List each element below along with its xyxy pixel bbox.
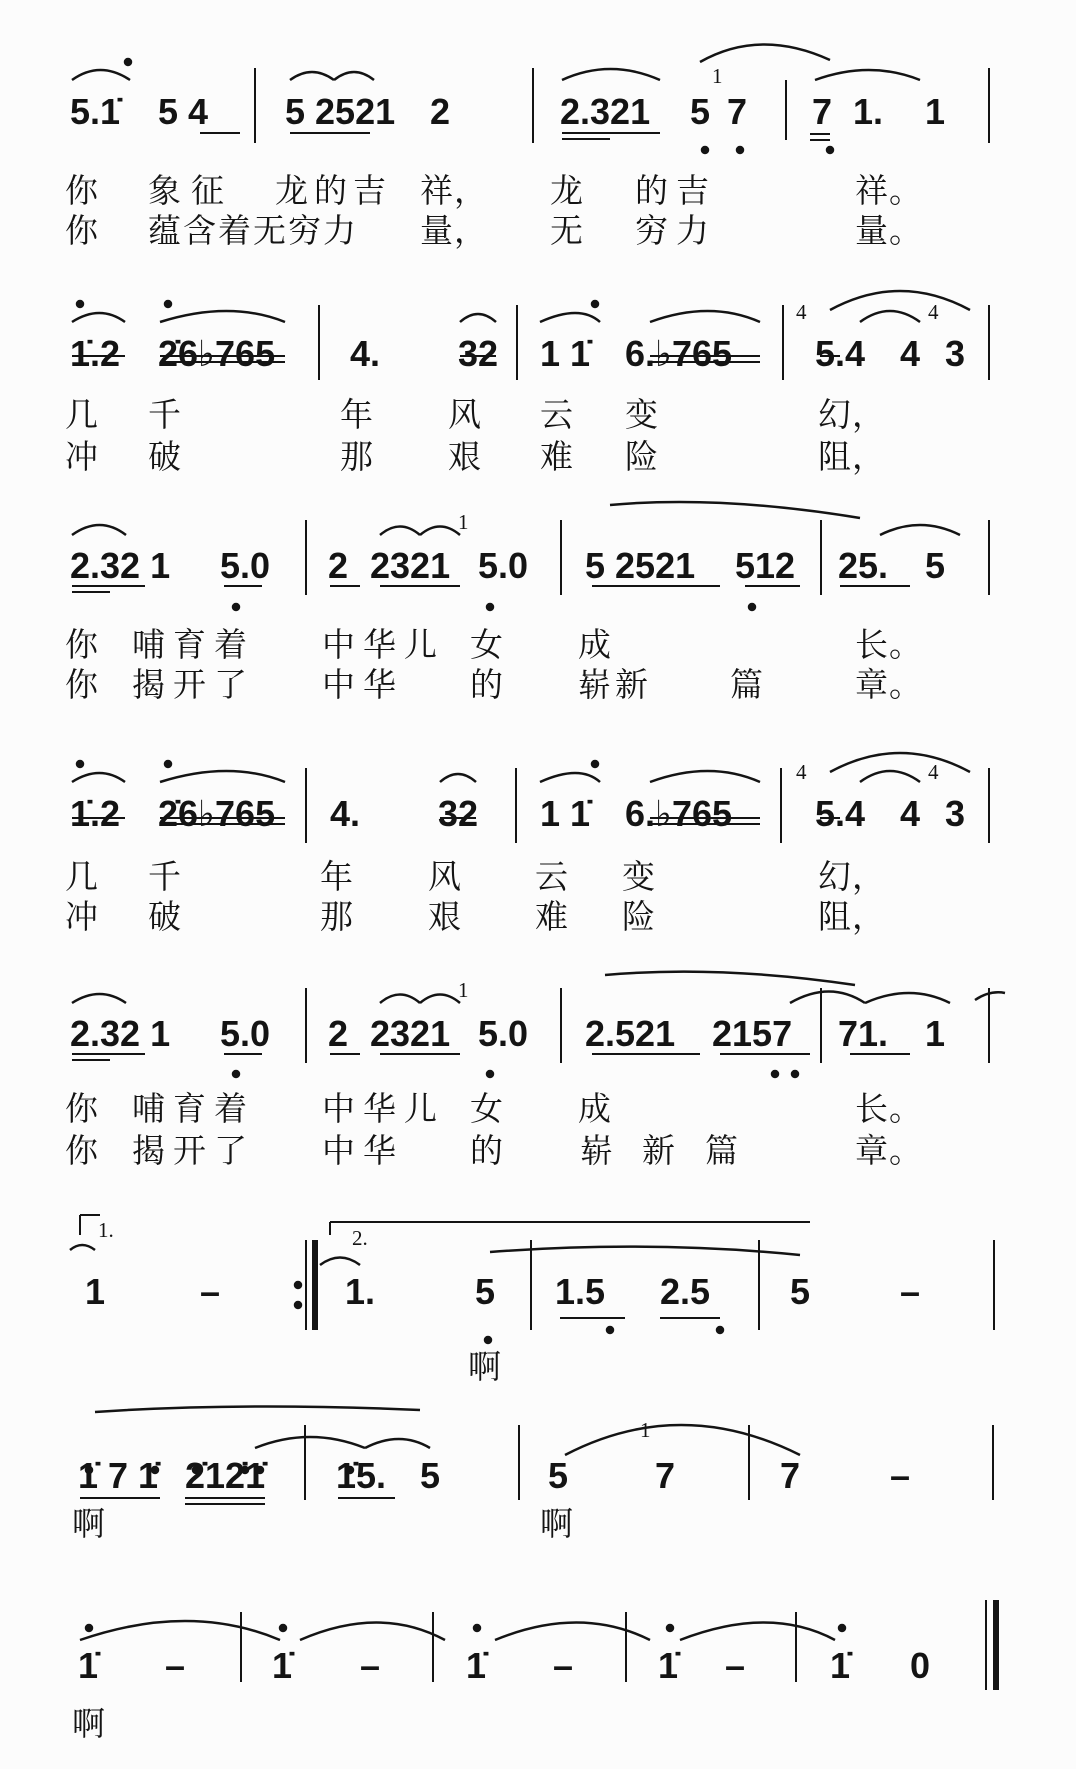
lyric: 冲 <box>65 897 99 936</box>
note: 7 <box>655 1455 676 1496</box>
lyric: 你 <box>65 171 99 210</box>
note-group: 512 <box>735 545 796 586</box>
lyric: 云 <box>540 395 574 434</box>
note: 1. <box>345 1271 376 1312</box>
note-group: 2321 <box>370 545 451 586</box>
lyric: 险 <box>622 897 656 936</box>
bar-line <box>820 520 822 595</box>
note: 7 <box>812 91 833 132</box>
grace-note: 4 <box>796 760 807 784</box>
note-group: 2 <box>430 91 451 132</box>
bar-line <box>305 768 307 843</box>
lyric: 龙的吉 <box>275 171 392 210</box>
note-group: 5.4 <box>815 793 866 834</box>
lyric: 难 <box>535 897 569 936</box>
lyric: 中华儿 <box>322 1089 445 1128</box>
grace-note: 1 <box>458 510 469 534</box>
note: 5 <box>475 1271 496 1312</box>
lyric: 你 <box>65 665 99 704</box>
lyric: 中华 <box>322 1131 404 1170</box>
lyric: 无 <box>550 211 584 250</box>
bar-line <box>988 520 990 595</box>
note: 5 <box>925 545 946 586</box>
lyric: 揭开了 <box>132 665 255 704</box>
lyric: 的 <box>470 1131 504 1170</box>
note-group: 2̇12̇1̇ <box>185 1455 266 1496</box>
bar-line <box>305 988 307 1063</box>
dash: – <box>890 1455 911 1496</box>
lyric: 千 <box>148 395 182 434</box>
bar-line <box>240 1612 242 1682</box>
lyric: 新 <box>642 1131 676 1170</box>
lyric: 崭新 <box>578 665 652 704</box>
lyric: 哺育着 <box>132 625 255 664</box>
lyric: 中华 <box>322 665 404 704</box>
note: 1̇ <box>466 1645 487 1686</box>
note-group: 2.32 1 <box>70 1013 171 1054</box>
lyric: 章。 <box>855 1131 923 1170</box>
bar-line <box>305 520 307 595</box>
note-group: 2321 <box>370 1013 451 1054</box>
bar-line <box>515 768 517 843</box>
lyric: 成 <box>578 625 612 664</box>
bar-line <box>518 1425 520 1500</box>
bar-line <box>782 305 784 380</box>
note-group: 5 2521 <box>585 545 696 586</box>
lyric: 啊 <box>468 1347 502 1386</box>
note: 5 <box>548 1455 569 1496</box>
lyric: 那 <box>320 897 354 936</box>
note-group: 2.5 <box>660 1271 711 1312</box>
grace-note: 4 <box>928 760 939 784</box>
note-group: 2̇6♭765 <box>158 793 276 834</box>
note-group: 32 <box>438 793 479 834</box>
note: 1̇ <box>658 1645 679 1686</box>
repeat-bar <box>305 1240 307 1330</box>
note-group: 1̇5. <box>336 1455 387 1496</box>
lyric: 千 <box>148 857 182 896</box>
lyric: 阻， <box>818 437 886 476</box>
grace-note: 4 <box>796 300 807 324</box>
final-bar-thick <box>993 1600 999 1690</box>
lyric: 女 <box>470 625 504 664</box>
bar-line <box>988 305 990 380</box>
note-group: 5 4 <box>158 91 209 132</box>
bar-line <box>988 68 990 143</box>
lyric: 艰 <box>428 897 462 936</box>
note: 4. <box>350 333 381 374</box>
note-group: 5 2521 <box>285 91 396 132</box>
bar-line <box>532 68 534 143</box>
lyric: 阻， <box>818 897 886 936</box>
lyric: 风 <box>428 857 462 896</box>
dash: – <box>360 1645 381 1686</box>
lyric: 祥， <box>420 171 488 210</box>
note-group: 1 1̇ <box>540 793 591 834</box>
lyric: 几 <box>65 857 99 896</box>
lyric: 蕴含着无穷力 <box>148 211 358 250</box>
lyric: 幻， <box>818 395 886 434</box>
note-group: 5.0 <box>220 1013 271 1054</box>
note: 1 <box>925 91 946 132</box>
note: 5 <box>420 1455 441 1496</box>
lyric: 你 <box>65 625 99 664</box>
bar-line <box>560 520 562 595</box>
lyric: 量， <box>420 211 488 250</box>
note-group: 1.5 <box>555 1271 606 1312</box>
rest: 0 <box>910 1645 931 1686</box>
lyric: 量。 <box>855 211 923 250</box>
lyric: 几 <box>65 395 99 434</box>
note: 4. <box>330 793 361 834</box>
dash: – <box>725 1645 746 1686</box>
bar-line <box>758 1240 760 1330</box>
lyric: 中华儿 <box>322 625 445 664</box>
final-bar-thin <box>985 1600 987 1690</box>
lyric: 长。 <box>855 1089 923 1128</box>
lyric: 风 <box>448 395 482 434</box>
lyric: 的 <box>470 665 504 704</box>
lyric: 成 <box>578 1089 612 1128</box>
note-group: 32 <box>458 333 499 374</box>
bar-line <box>993 1240 995 1330</box>
lyric: 那 <box>340 437 374 476</box>
note: 1̇ <box>272 1645 293 1686</box>
lyric: 难 <box>540 437 574 476</box>
note: 7 <box>727 91 748 132</box>
bar-line <box>795 1612 797 1682</box>
lyric: 你 <box>65 1131 99 1170</box>
note-group: 2.321 <box>560 91 651 132</box>
note-group: 71. <box>838 1013 889 1054</box>
note-group: 1 1̇ <box>540 333 591 374</box>
bar-line <box>992 1425 994 1500</box>
note-group: 2.32 1 <box>70 545 171 586</box>
bar-line <box>516 305 518 380</box>
note: 1̇ <box>830 1645 851 1686</box>
lyric: 长。 <box>855 625 923 664</box>
second-ending-label: 2. <box>352 1226 368 1250</box>
dash: – <box>200 1271 221 1312</box>
note-group: 2̇6♭765 <box>158 333 276 374</box>
note: 4 <box>900 793 921 834</box>
lyric: 穷力 <box>635 211 717 250</box>
lyric: 险 <box>625 437 659 476</box>
note-group: 5.4 <box>815 333 866 374</box>
note-group: 6.♭765 <box>625 793 733 834</box>
lyric: 变 <box>625 395 659 434</box>
lyric: 年 <box>320 857 354 896</box>
note-group: 2.521 <box>585 1013 676 1054</box>
lyric: 揭开了 <box>132 1131 255 1170</box>
grace-note: 1 <box>458 978 469 1002</box>
bar-line <box>988 768 990 843</box>
note: 2 <box>328 1013 349 1054</box>
lyric: 篇 <box>705 1131 739 1170</box>
lyric: 破 <box>148 897 182 936</box>
bar-line <box>254 68 256 143</box>
lyric: 象征 <box>148 171 234 210</box>
lyric: 章。 <box>855 665 923 704</box>
dash: – <box>553 1645 574 1686</box>
dash: – <box>165 1645 186 1686</box>
note: 3 <box>945 793 966 834</box>
lyric: 你 <box>65 1089 99 1128</box>
lyric: 幻， <box>818 857 886 896</box>
note-group: 25. <box>838 545 889 586</box>
bar-line <box>432 1612 434 1682</box>
lyric: 啊 <box>72 1504 106 1543</box>
lyric: 你 <box>65 211 99 250</box>
note: 1 <box>925 1013 946 1054</box>
dash: – <box>900 1271 921 1312</box>
note: 4 <box>900 333 921 374</box>
lyric: 祥。 <box>855 171 923 210</box>
note-group: 5.0 <box>478 545 529 586</box>
note-group: 6.♭765 <box>625 333 733 374</box>
repeat-bar-thick <box>312 1240 318 1330</box>
bar-line <box>304 1425 306 1500</box>
note: 7 <box>780 1455 801 1496</box>
note: 1. <box>853 91 884 132</box>
lyric: 啊 <box>72 1704 106 1743</box>
lyric: 冲 <box>65 437 99 476</box>
lyric: 崭 <box>580 1131 614 1170</box>
lyric: 啊 <box>540 1504 574 1543</box>
bar-line <box>560 988 562 1063</box>
bar-line <box>785 80 787 140</box>
note-group: 5.1̇ <box>70 91 121 132</box>
grace-note: 4 <box>928 300 939 324</box>
lyric: 篇 <box>730 665 764 704</box>
bar-line <box>988 988 990 1063</box>
lyric: 哺育着 <box>132 1089 255 1128</box>
note: 2 <box>328 545 349 586</box>
bar-line <box>318 305 320 380</box>
note-group: 2157 <box>712 1013 793 1054</box>
note-group: 5.0 <box>478 1013 529 1054</box>
note-group: 1̇.2 <box>70 333 121 374</box>
bar-line <box>530 1240 532 1330</box>
bar-line <box>625 1612 627 1682</box>
bar-line <box>748 1425 750 1500</box>
note: 3 <box>945 333 966 374</box>
note: 5 <box>790 1271 811 1312</box>
note-group: 1̇.2 <box>70 793 121 834</box>
grace-note: 1 <box>640 1418 651 1442</box>
lyric: 龙 <box>550 171 584 210</box>
note: 1 <box>85 1271 106 1312</box>
first-ending-label: 1. <box>98 1218 114 1242</box>
lyric: 艰 <box>448 437 482 476</box>
lyric: 破 <box>148 437 182 476</box>
bar-line <box>780 768 782 843</box>
lyric: 年 <box>340 395 374 434</box>
lyric: 变 <box>622 857 656 896</box>
note-group: 1̇ 7 1̇ <box>78 1455 159 1496</box>
grace-note: 1 <box>712 64 723 88</box>
lyric: 的吉 <box>635 171 717 210</box>
lyric: 女 <box>470 1089 504 1128</box>
note: 5 <box>690 91 711 132</box>
bar-line <box>820 988 822 1063</box>
note: 1̇ <box>78 1645 99 1686</box>
note-group: 5.0 <box>220 545 271 586</box>
lyric: 云 <box>535 857 569 896</box>
